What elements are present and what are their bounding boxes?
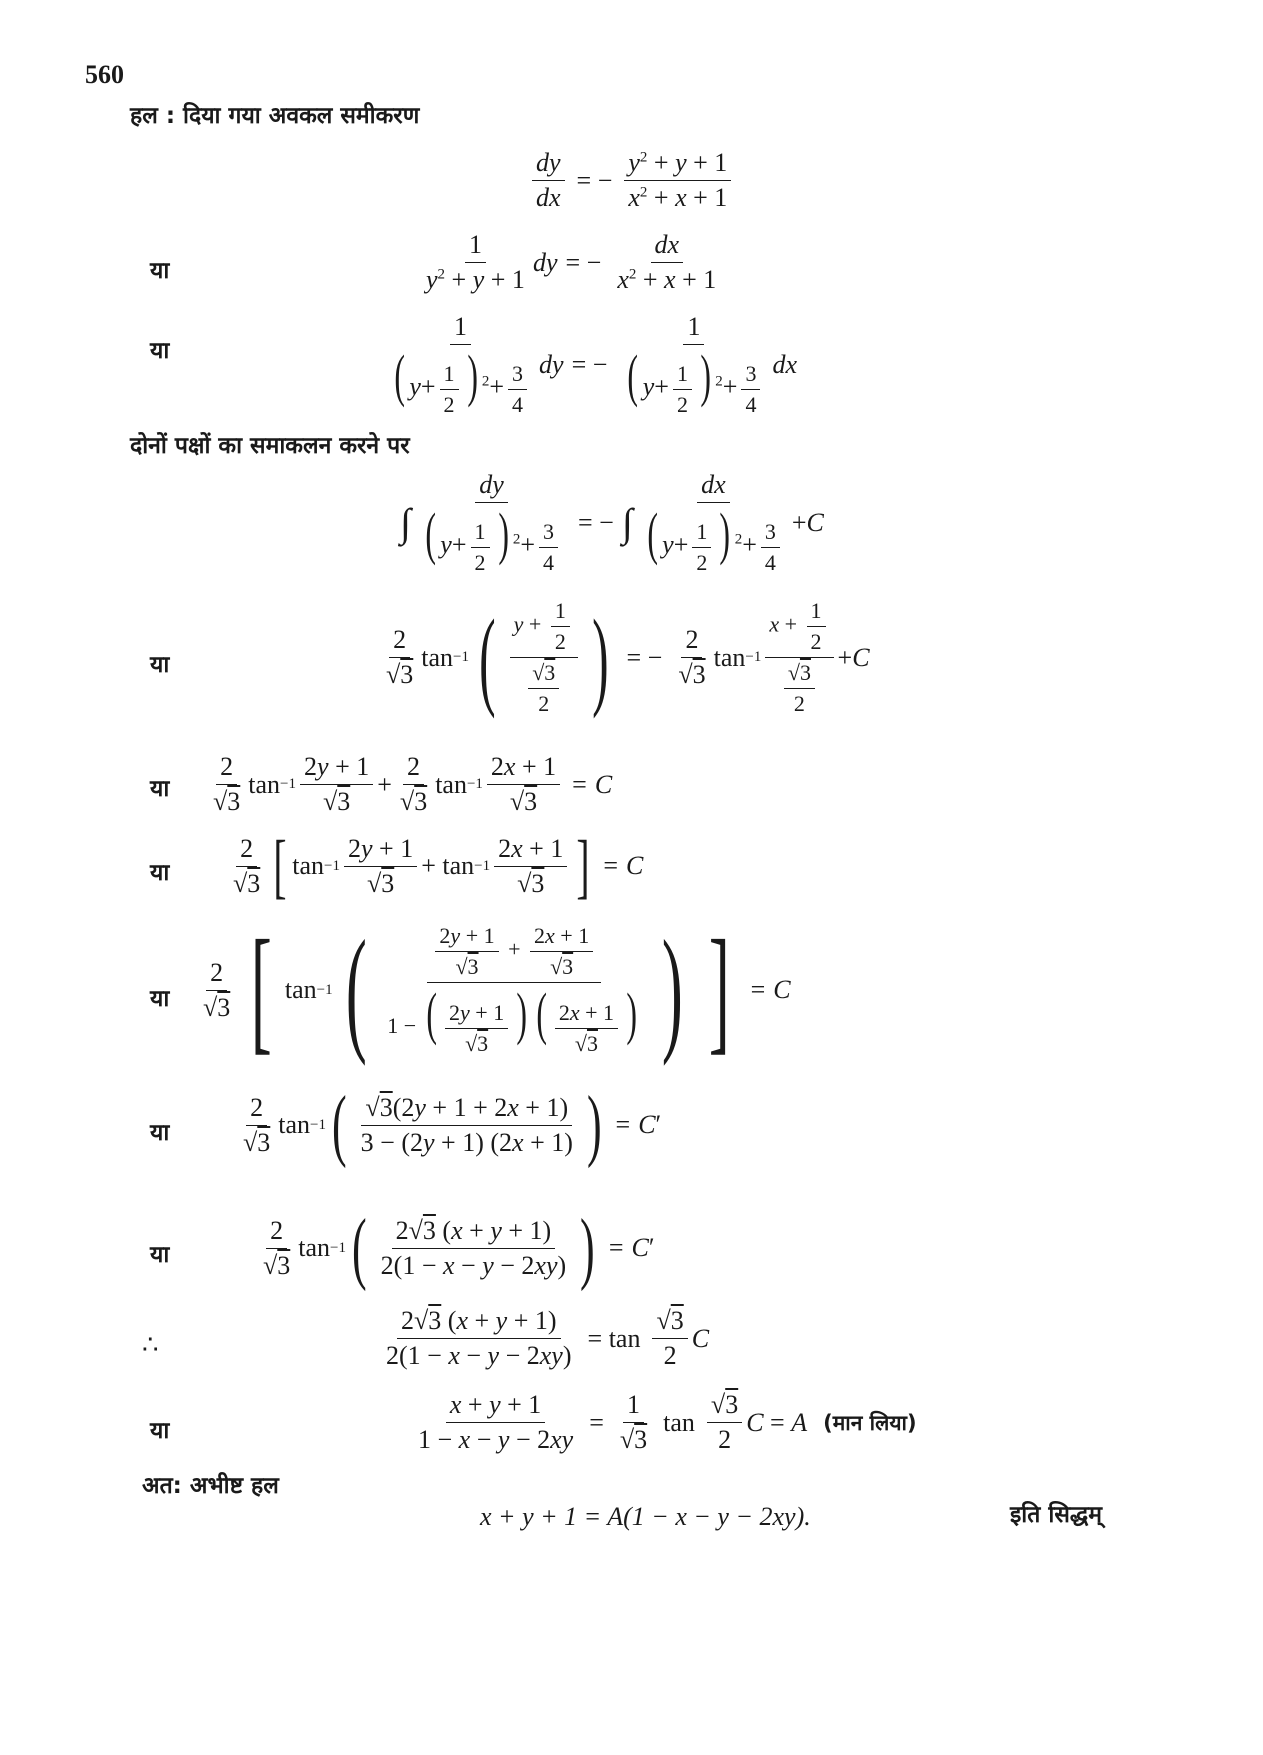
or-label: या bbox=[150, 986, 170, 1012]
equation-6: $\frac{2}{√3}$ tan −1 $\frac{2y + 1}{√3}$ + $\frac{2}{√3}$ tan −1 $\frac{2x + 1}{√3}$ = C bbox=[213, 752, 613, 816]
page-number: 560 bbox=[85, 60, 124, 89]
equation-4: ∫ dy ( y+ $\frac{1}{2}$ ) $^2$+ $\frac{3}{4}$ = − ∫ dx ( y+ $\frac{1}{2}$ ) $^2$+ $\frac{3}{4}$ + C bbox=[400, 470, 824, 575]
final-equation: x + y + 1 = A(1 − x − y − 2xy). bbox=[480, 1502, 811, 1531]
equation-8: $\frac{2}{√3}$ [ tan −1 ( $\frac{2y + 1}{√3}$ + $\frac{2x + 1}{√3}$ 1 − ( $\frac{2y + 1}{√3}$ ) ( $\frac{2x + 1}{√3}$ ) ) ] = C bbox=[203, 912, 791, 1067]
or-label: या bbox=[150, 1120, 170, 1146]
equation-10: $\frac{2}{√3}$ tan −1 ( $\frac{2√3 (x + y + 1)}{2(1 - x - y - 2xy)}$ ) = C ′ bbox=[263, 1204, 655, 1292]
assumed-note: (मान लिया) bbox=[823, 1410, 917, 1435]
equation-9: $\frac{2}{√3}$ tan −1 ( $\frac{√3(2y + 1 + 2x + 1)}{3 - (2y + 1) (2x + 1)}$ ) = C ′ bbox=[243, 1081, 662, 1169]
equation-1: $\frac{dy}{dx}$ = − $\frac{y^2 + y + 1}{x^2 + x + 1}$ bbox=[528, 148, 735, 213]
or-label: या bbox=[150, 1418, 170, 1444]
equation-11: $\frac{2√3 (x + y + 1)}{2(1 - x - y - 2xy)}$ = tan $\frac{√3}{2}$ C bbox=[386, 1306, 710, 1370]
or-label: या bbox=[150, 1242, 170, 1268]
equation-5: $\frac{2}{√3}$ tan −1 ( y + $\frac{1}{2}$ $\frac{√3}{2}$ ) = − $\frac{2}{√3}$ tan −1 x + $\frac{1}{2}$ $\frac{√3}{2}$ + C bbox=[386, 596, 870, 719]
or-label: या bbox=[150, 776, 170, 802]
or-label: या bbox=[150, 258, 170, 284]
therefore-symbol: ∴ bbox=[142, 1330, 159, 1360]
equation-12: $\frac{x + y + 1}{1 - x - y - 2xy}$ = $\frac{1}{√3}$ tan $\frac{√3}{2}$ C = A (मान लिया) bbox=[418, 1390, 917, 1454]
equation-3: 1 ( y+ $\frac{1}{2}$ ) $^2$+ $\frac{3}{4}$ dy = − 1 ( y+ $\frac{1}{2}$ ) $^2$+ $\frac{3}{4}$ dx bbox=[394, 312, 798, 417]
or-label: या bbox=[150, 652, 170, 678]
qed-text: इति सिद्धम् bbox=[1010, 1502, 1103, 1528]
equation-7: $\frac{2}{√3}$ [ tan −1 $\frac{2y + 1}{√3}$ + tan −1 $\frac{2x + 1}{√3}$ ] = C bbox=[233, 826, 644, 906]
hence-text: अत: अभीष्ट हल bbox=[142, 1473, 279, 1499]
intro-text: हल : दिया गया अवकल समीकरण bbox=[130, 103, 420, 129]
or-label: या bbox=[150, 860, 170, 886]
or-label: या bbox=[150, 338, 170, 364]
integrate-text: दोनों पक्षों का समाकलन करने पर bbox=[130, 433, 410, 459]
equation-2: $\frac{1}{y^2 + y + 1}$ dy = − $\frac{dx}{x^2 + x + 1}$ bbox=[426, 230, 717, 294]
